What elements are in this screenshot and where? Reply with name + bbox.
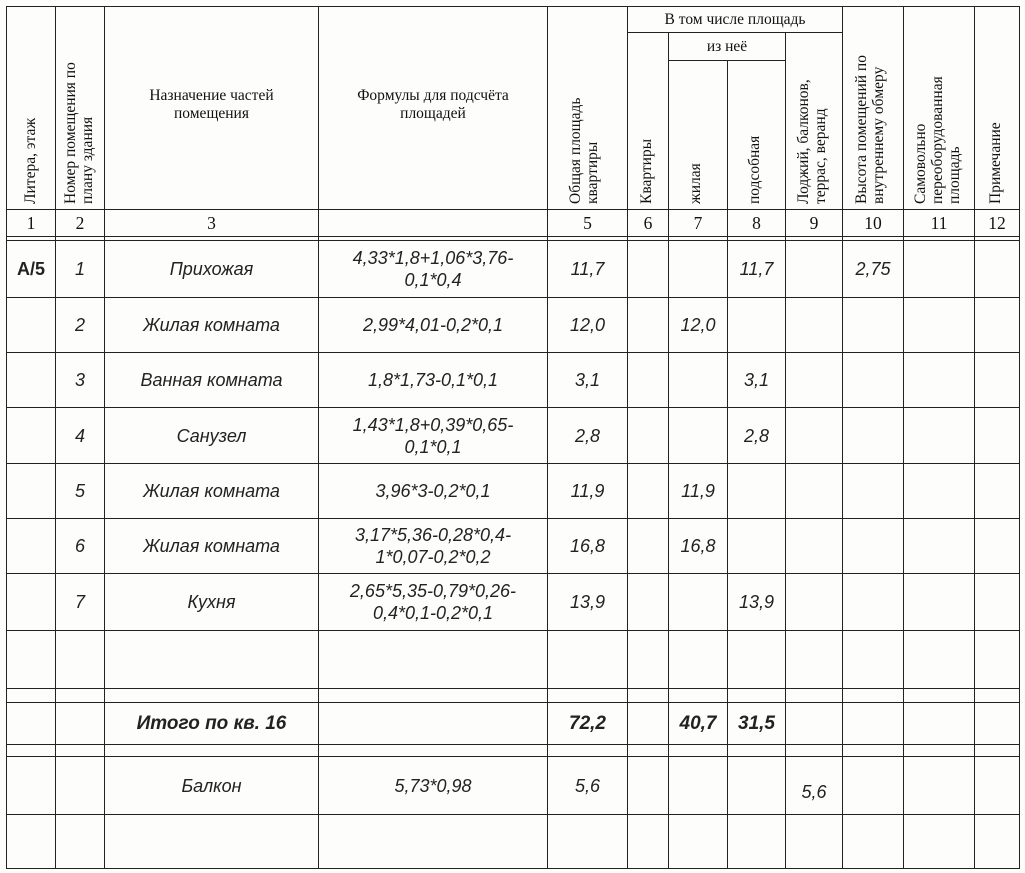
header-room-purpose: Назначение частей помещения bbox=[149, 87, 274, 122]
row-room-name: Прихожая bbox=[169, 259, 254, 279]
header-liter-floor: Литера, этаж bbox=[22, 117, 39, 204]
header-area-formulas: Формулы для подсчёта площадей bbox=[357, 87, 509, 122]
rule-row-8 bbox=[6, 688, 1020, 689]
col-line-10 bbox=[903, 6, 904, 869]
row-area-formula: 2,99*4,01-0,2*0,1 bbox=[362, 315, 504, 335]
total-row-auxiliary-area: 31,5 bbox=[738, 712, 775, 734]
row-room-name: Кухня bbox=[187, 592, 236, 612]
balcony-row-formula: 5,73*0,98 bbox=[394, 775, 472, 796]
rule-bottom bbox=[6, 868, 1020, 869]
total-row-label: Итого по кв. 16 bbox=[136, 712, 287, 734]
row-area-formula: 1,8*1,73-0,1*0,1 bbox=[367, 370, 499, 390]
row-living-area: 11,9 bbox=[681, 481, 715, 501]
row-living-area: 12,0 bbox=[680, 315, 716, 335]
row-room-name: Ванная комната bbox=[140, 370, 283, 390]
row-living-area: 16,8 bbox=[680, 536, 716, 556]
row-room-name: Жилая комната bbox=[143, 481, 280, 501]
row-room-number: 2 bbox=[74, 315, 85, 335]
row-auxiliary-area: 3,1 bbox=[743, 370, 770, 390]
total-row-living-area: 40,7 bbox=[679, 712, 717, 734]
row-liter-floor: А/5 bbox=[16, 259, 45, 279]
rule-row-12 bbox=[6, 814, 1020, 815]
header-living: жилая bbox=[687, 163, 704, 204]
column-number bbox=[319, 210, 547, 236]
header-self-converted: Самовольно переоборудованная площадь bbox=[912, 76, 963, 204]
col-line-0 bbox=[6, 6, 7, 869]
header-of-which: из неё bbox=[706, 38, 748, 55]
column-number: 11 bbox=[930, 212, 948, 233]
col-line-5 bbox=[627, 6, 628, 869]
row-room-number: 4 bbox=[74, 425, 85, 446]
row-auxiliary-area: 11,7 bbox=[739, 259, 774, 279]
row-room-number: 3 bbox=[74, 370, 85, 390]
row-room-number: 5 bbox=[74, 481, 85, 501]
row-total-area: 13,9 bbox=[569, 592, 606, 612]
column-number: 7 bbox=[693, 212, 703, 233]
col-line-8 bbox=[785, 32, 786, 869]
col-line-12 bbox=[1019, 6, 1020, 869]
header-including-area: В том числе площадь bbox=[664, 11, 806, 28]
header-note: Примечание bbox=[987, 122, 1004, 204]
row-area-formula: 1,43*1,8+0,39*0,65- 0,1*0,1 bbox=[352, 414, 514, 457]
column-number: 9 bbox=[809, 212, 819, 233]
row-total-area: 12,0 bbox=[569, 315, 606, 335]
column-number: 6 bbox=[643, 212, 653, 233]
row-total-area: 3,1 bbox=[574, 370, 601, 390]
column-number: 8 bbox=[752, 212, 761, 233]
column-number: 5 bbox=[583, 212, 592, 233]
col-line-11 bbox=[974, 6, 975, 869]
balcony-row-loggia-area: 5,6 bbox=[801, 782, 827, 802]
header-flat: Квартиры bbox=[638, 138, 655, 204]
header-auxiliary: подсобная bbox=[746, 135, 763, 204]
row-total-area: 16,8 bbox=[569, 536, 606, 556]
row-total-area: 2,8 bbox=[574, 425, 601, 446]
header-total-area: Общая площадь квартиры bbox=[567, 97, 601, 204]
row-area-formula: 4,33*1,8+1,06*3,76- 0,1*0,4 bbox=[352, 248, 514, 290]
rule-top bbox=[6, 6, 1020, 7]
row-auxiliary-area: 2,8 bbox=[743, 425, 770, 446]
row-room-name: Жилая комната bbox=[143, 536, 280, 556]
row-room-name: Жилая комната bbox=[143, 315, 280, 335]
balcony-row-total-area: 5,6 bbox=[574, 775, 601, 796]
row-auxiliary-area: 13,9 bbox=[738, 592, 775, 612]
column-number: 12 bbox=[988, 212, 1006, 233]
balcony-row-name: Балкон bbox=[181, 775, 242, 796]
col-line-7 bbox=[727, 60, 728, 869]
total-row-area: 72,2 bbox=[569, 712, 606, 734]
rule-row-10 bbox=[6, 744, 1020, 745]
column-number: 3 bbox=[207, 212, 216, 233]
column-number: 1 bbox=[26, 212, 36, 233]
header-loggias-balconies: Лоджий, балконов, террас, веранд bbox=[795, 79, 829, 204]
rule-row-7 bbox=[6, 630, 1020, 631]
row-room-name: Санузел bbox=[176, 425, 247, 446]
row-room-number: 7 bbox=[74, 592, 85, 612]
row-room-number: 6 bbox=[74, 536, 85, 556]
row-total-area: 11,7 bbox=[570, 259, 605, 279]
column-number: 10 bbox=[864, 212, 882, 233]
rule-numbers-bottom bbox=[6, 236, 1020, 237]
column-number: 2 bbox=[75, 212, 85, 233]
row-area-formula: 3,96*3-0,2*0,1 bbox=[375, 481, 491, 501]
header-room-height: Высота помещений по внутреннему обмеру bbox=[853, 55, 887, 204]
row-total-area: 11,9 bbox=[570, 481, 605, 501]
row-area-formula: 2,65*5,35-0,79*0,26- 0,4*0,1-0,2*0,1 bbox=[349, 581, 517, 623]
row-room-number: 1 bbox=[74, 259, 85, 279]
row-area-formula: 3,17*5,36-0,28*0,4- 1*0,07-0,2*0,2 bbox=[354, 525, 512, 567]
header-room-number: Номер помещения по плану здания bbox=[62, 62, 96, 204]
row-room-height: 2,75 bbox=[855, 259, 891, 279]
col-line-9 bbox=[842, 6, 843, 869]
